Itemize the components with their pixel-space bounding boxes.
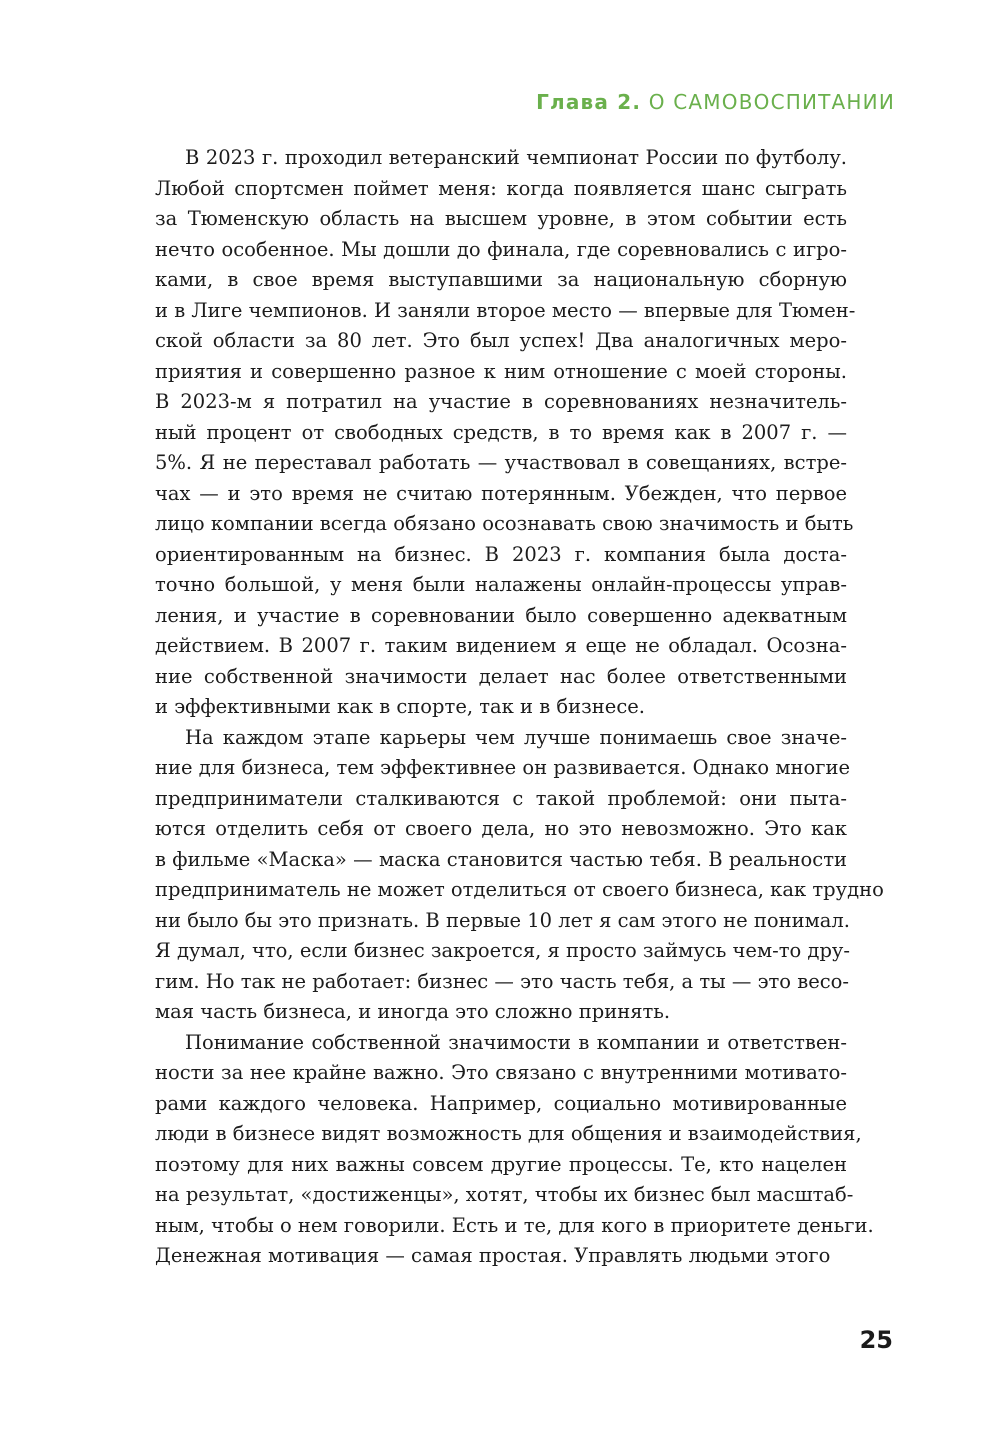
chapter-label: Глава 2	[536, 90, 633, 114]
text-line: ни было бы это признать. В первые 10 лет я сам этого не понимал.	[155, 908, 850, 932]
body-text	[155, 143, 884, 1272]
text-line: действием. В 2007 г. таким видением я еще не обладал. Осозна-	[155, 634, 847, 657]
text-line: На каждом этапе карьеры чем лучше понимаешь свое значе-	[185, 725, 847, 749]
text-line: ности за нее крайне важно. Это связано с внутренними мотивато-	[155, 1061, 847, 1084]
text-line: ской области за 80 лет. Это был успех! Два аналогичных меро-	[155, 329, 847, 352]
paragraph	[155, 143, 856, 723]
text-line: Понимание собственной значимости в компании и ответствен-	[185, 1030, 847, 1054]
text-line: ный процент от свободных средств, в то время как в 2007 г. —	[155, 420, 847, 444]
text-line: В 2023-м я потратил на участие в соревнованиях незначитель-	[155, 390, 847, 413]
text-line: ориентированным на бизнес. В 2023 г. компания была доста-	[155, 542, 847, 566]
text-line: ются отделить себя от своего дела, но это невозможно. Это как	[155, 817, 847, 840]
text-line: и в Лиге чемпионов. И заняли второе место — впервые для Тюмен-	[155, 298, 856, 322]
header-separator: .	[632, 90, 642, 114]
text-line: ние собственной значимости делает нас более ответственными	[155, 664, 847, 688]
paragraph	[155, 1028, 874, 1272]
text-line: и эффективными как в спорте, так и в бизнесе.	[155, 695, 645, 718]
text-line: ние для бизнеса, тем эффективнее он развивается. Однако многие	[155, 756, 850, 779]
text-line: за Тюменскую область на высшем уровне, в этом событии есть	[155, 207, 847, 230]
text-line: точно большой, у меня были налажены онлайн-процессы управ-	[155, 573, 847, 596]
text-line: Денежная мотивация — самая простая. Управлять людьми этого	[155, 1244, 831, 1267]
text-line: поэтому для них важны совсем другие процессы. Те, кто нацелен	[155, 1152, 847, 1176]
text-line: предприниматель не может отделиться от своего бизнеса, как трудно	[155, 878, 884, 901]
text-line: 5%. Я не переставал работать — участвовал в совещаниях, встре-	[155, 451, 847, 474]
text-line: люди в бизнесе видят возможность для общения и взаимодействия,	[155, 1122, 862, 1145]
text-line: на результат, «достиженцы», хотят, чтобы их бизнес был масштаб-	[155, 1183, 854, 1206]
text-line: Любой спортсмен поймет меня: когда появляется шанс сыграть	[155, 176, 847, 200]
text-line: рами каждого человека. Например, социально мотивированные	[155, 1091, 847, 1115]
text-line: ным, чтобы о нем говорили. Есть и те, для кого в приоритете деньги.	[155, 1213, 874, 1237]
text-line: предприниматели сталкиваются с такой проблемой: они пыта-	[155, 786, 847, 810]
text-line: приятия и совершенно разное к ним отношение с моей стороны.	[155, 359, 847, 383]
paragraph	[155, 723, 884, 1028]
text-line: чах — и это время не считаю потерянным. Убежден, что первое	[155, 481, 847, 505]
text-line: Я думал, что, если бизнес закроется, я просто займусь чем-то дру-	[155, 939, 850, 962]
text-line: В 2023 г. проходил ветеранский чемпионат России по футболу.	[185, 146, 847, 169]
text-line: мая часть бизнеса, и иногда это сложно принять.	[155, 1000, 671, 1023]
text-line: ками, в свое время выступавшими за национальную сборную	[155, 268, 847, 291]
text-line: гим. Но так не работает: бизнес — это часть тебя, а ты — это весо-	[155, 969, 849, 993]
page-number: 25	[859, 1326, 893, 1354]
chapter-title: О САМОВОСПИТАНИИ	[648, 90, 895, 114]
running-header	[536, 90, 895, 114]
text-line: в фильме «Маска» — маска становится частью тебя. В реальности	[155, 847, 847, 871]
text-line: ления, и участие в соревновании было совершенно адекватным	[155, 603, 847, 627]
text-line: лицо компании всегда обязано осознавать свою значимость и быть	[155, 512, 854, 535]
text-line: нечто особенное. Мы дошли до финала, где соревновались с игро-	[155, 237, 847, 261]
